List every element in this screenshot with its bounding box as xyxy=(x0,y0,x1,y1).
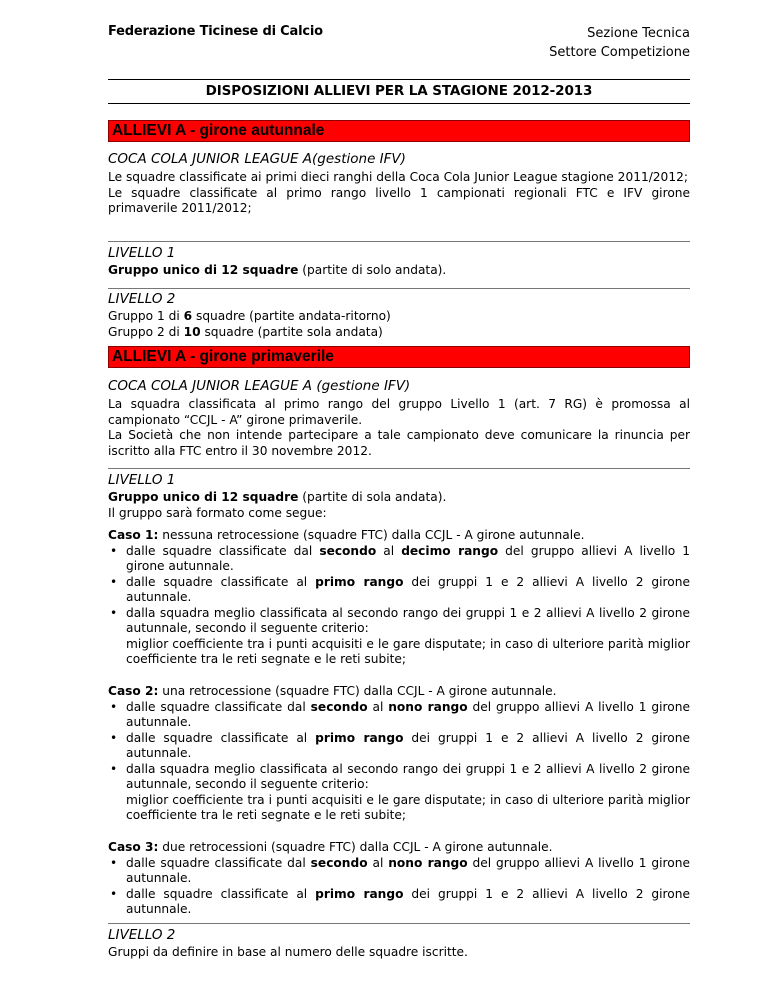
ccjl-autumn-title: COCA COLA JUNIOR LEAGUE A(gestione IFV) xyxy=(108,151,406,167)
paragraph: La Società che non intende partecipare a tale campionato deve comunicare la rinuncia per iscritto alla FTC entro il 30 novembre 2012. xyxy=(108,428,690,458)
case-label: Caso 1: xyxy=(108,528,159,542)
text: nessuna retrocessione (squadre FTC) dalla CCJL - A girone autunnale. xyxy=(158,528,585,542)
bold-text: Gruppo unico di 12 squadre xyxy=(108,490,299,504)
header-section: Sezione Tecnica xyxy=(587,26,690,41)
paragraph: La squadra classificata al primo rango del gruppo Livello 1 (art. 7 RG) è promossa al campionato “CCJL - A” girone primaverile. xyxy=(108,397,690,427)
divider xyxy=(108,923,690,924)
case-1 xyxy=(108,528,690,668)
text: (partite di solo andata). xyxy=(298,263,447,277)
list-item: • dalle squadre classificate dal secondo al nono rango del gruppo allievi A livello 1 girone autunnale. xyxy=(108,856,690,887)
case-3 xyxy=(108,840,690,918)
header-organization: Federazione Ticinese di Calcio xyxy=(108,24,323,39)
case-label: Caso 3: xyxy=(108,840,159,854)
list-item: • dalle squadre classificate dal secondo al decimo rango del gruppo allievi A livello 1 girone autunnale. xyxy=(108,544,690,575)
list-item: • dalla squadra meglio classificata al secondo rango dei gruppi 1 e 2 allievi A livello 2 girone autunnale, secondo il seguente criterio: miglior coefficiente tra i punti acquisiti e le gare disputate; in caso di ulteriore parità miglior coefficiente tra le reti segnate e le reti subite; xyxy=(108,606,690,668)
section-band-spring: ALLIEVI A - girone primaverile xyxy=(108,346,690,368)
paragraph: Il gruppo sarà formato come segue: xyxy=(108,505,327,520)
header-department xyxy=(549,24,690,62)
list-item: • dalle squadre classificate al primo rango dei gruppi 1 e 2 allievi A livello 2 girone autunnale. xyxy=(108,731,690,762)
ccjl-spring-title: COCA COLA JUNIOR LEAGUE A (gestione IFV) xyxy=(108,378,411,394)
text: due retrocessioni (squadre FTC) dalla CCJL - A girone autunnale. xyxy=(158,840,553,854)
ccjl-autumn-text xyxy=(108,170,690,217)
text: squadre (partite sola andata) xyxy=(200,324,383,339)
bold-text: Gruppo unico di 12 squadre xyxy=(108,263,299,277)
divider xyxy=(108,468,690,469)
autumn-level1-title: LIVELLO 1 xyxy=(108,245,176,261)
bold-text: 6 xyxy=(183,309,193,323)
text: Gruppo 1 di xyxy=(108,309,184,323)
header-sector: Settore Competizione xyxy=(549,45,690,60)
section-band-autumn: ALLIEVI A - girone autunnale xyxy=(108,120,690,142)
list-item: • dalle squadre classificate dal secondo al nono rango del gruppo allievi A livello 1 girone autunnale. xyxy=(108,700,690,731)
document-title: DISPOSIZIONI ALLIEVI PER LA STAGIONE 2012-2013 xyxy=(108,79,690,104)
paragraph: Gruppi da definire in base al numero delle squadre iscritte. xyxy=(108,945,468,959)
spring-level2-title: LIVELLO 2 xyxy=(108,927,176,943)
paragraph: Le squadre classificate al primo rango livello 1 campionati regionali FTC e IFV girone primaverile 2011/2012; xyxy=(108,185,690,215)
divider xyxy=(108,288,690,289)
autumn-level2-text xyxy=(108,309,690,340)
spring-level2-text xyxy=(108,945,690,961)
list-item: • dalla squadra meglio classificata al secondo rango dei gruppi 1 e 2 allievi A livello 2 girone autunnale, secondo il seguente criterio: miglior coefficiente tra i punti acquisiti e le gare disputate; in caso di ulteriore parità miglior coefficiente tra le reti segnate e le reti subite; xyxy=(108,762,690,824)
text: squadre (partite andata-ritorno) xyxy=(192,309,391,323)
paragraph: Le squadre classificate ai primi dieci ranghi della Coca Cola Junior League stagione 2011/2012; xyxy=(108,170,688,184)
divider xyxy=(108,241,690,242)
spring-level1-text xyxy=(108,490,690,521)
autumn-level2-title: LIVELLO 2 xyxy=(108,291,176,307)
case-label: Caso 2: xyxy=(108,684,159,698)
case-2 xyxy=(108,684,690,824)
spring-level1-title: LIVELLO 1 xyxy=(108,472,176,488)
text: una retrocessione (squadre FTC) dalla CCJL - A girone autunnale. xyxy=(158,684,557,698)
text: Gruppo 2 di xyxy=(108,324,184,339)
bold-text: 10 xyxy=(183,324,201,339)
ccjl-spring-text xyxy=(108,397,690,459)
list-item: • dalle squadre classificate al primo rango dei gruppi 1 e 2 allievi A livello 2 girone autunnale. xyxy=(108,887,690,918)
list-item: • dalle squadre classificate al primo rango dei gruppi 1 e 2 allievi A livello 2 girone autunnale. xyxy=(108,575,690,606)
text: (partite di sola andata). xyxy=(298,490,447,504)
autumn-level1-text xyxy=(108,263,690,279)
